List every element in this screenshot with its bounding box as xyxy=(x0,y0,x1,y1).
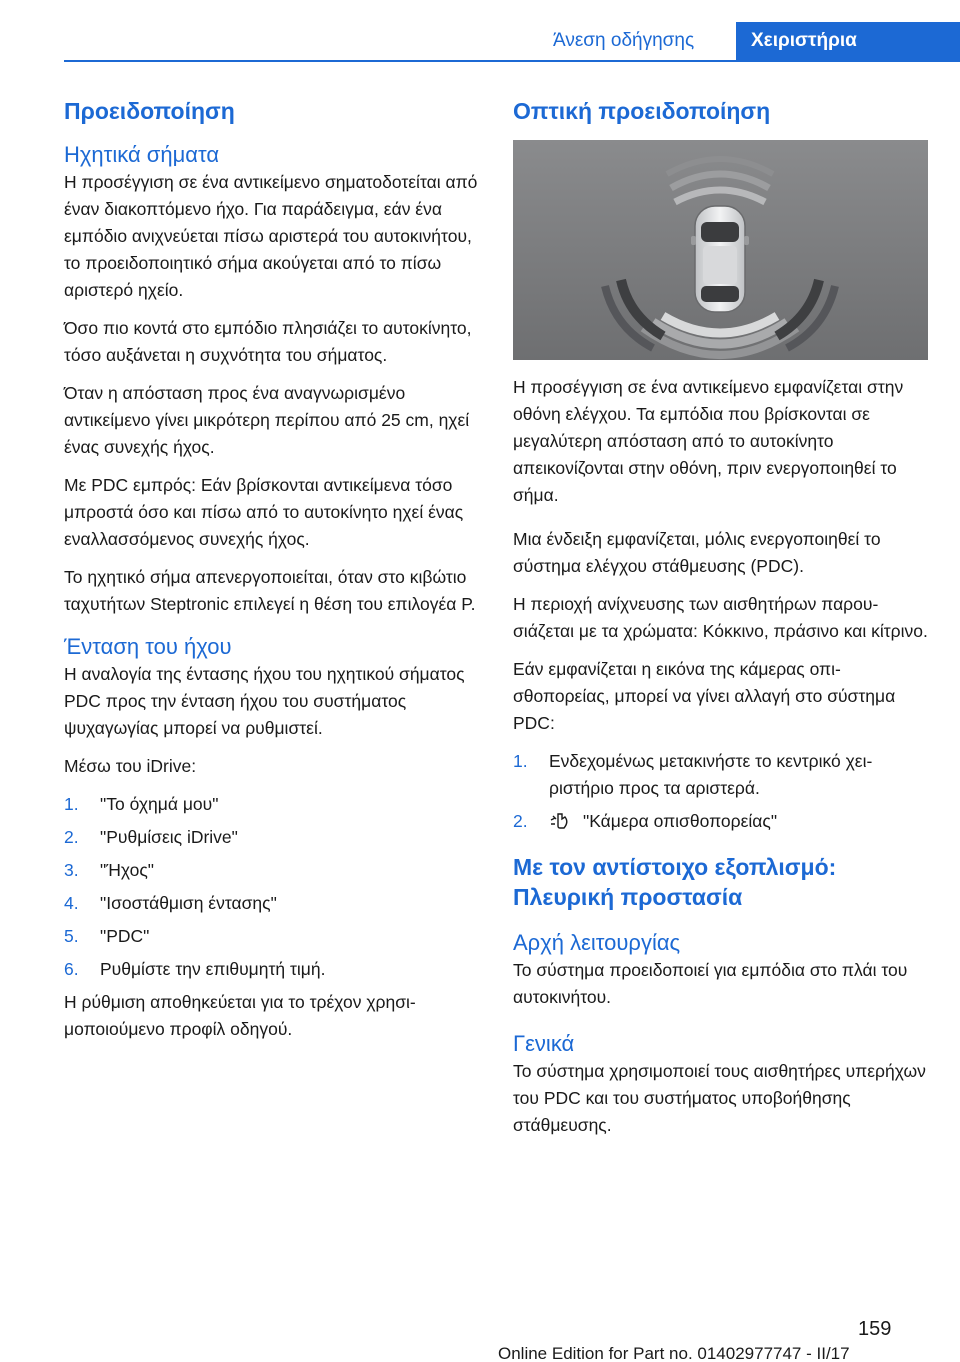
list-item xyxy=(64,791,479,818)
paragraph: Η ρύθμιση αποθηκεύεται για το τρέχον χρησιμοποιούμενο προφίλ οδηγού. xyxy=(64,992,416,1039)
principle-heading: Αρχή λειτουργίας xyxy=(513,930,681,955)
step-number: 1. xyxy=(513,751,528,771)
right-column xyxy=(513,96,928,1150)
paragraph: Το ηχητικό σήμα απενεργοποιείται, όταν στο κιβώτιο ταχυτήτων Steptronic επιλεγεί η θέση του επιλογέα P. xyxy=(64,567,476,614)
step-number: 3. xyxy=(64,860,79,880)
step-number: 6. xyxy=(64,959,79,979)
step-number: 2. xyxy=(513,811,528,831)
list-item xyxy=(64,956,479,983)
warning-heading: Προειδοποίηση xyxy=(64,98,235,124)
step-text: "Ήχος" xyxy=(100,860,154,880)
step-text: Ενδεχομένως μετακινήστε το κεντρικό χειριστήριο προς τα αριστερά. xyxy=(549,751,873,798)
list-item xyxy=(513,748,928,802)
step-number: 4. xyxy=(64,893,79,913)
visual-warning-heading: Οπτική προειδοποίηση xyxy=(513,98,771,124)
page-header xyxy=(0,0,960,62)
header-chapter-tab: Χειριστήρια xyxy=(736,22,960,62)
step-text: "Ισοστάθμιση έντασης" xyxy=(100,893,277,913)
edition-footer: Online Edition for Part no. 01402977747 - II/17 xyxy=(498,1344,850,1362)
step-text: "Κάμερα οπισθοπορείας" xyxy=(583,811,778,831)
car-top-view-icon xyxy=(513,140,928,360)
header-rule xyxy=(64,60,960,62)
acoustic-signals-heading: Ηχητικά σήματα xyxy=(64,142,220,167)
paragraph: Μέσω του iDrive: xyxy=(64,756,197,776)
list-item xyxy=(64,824,479,851)
paragraph: Το σύστημα προειδοποιεί για εμπόδια στο πλάι του αυτοκινήτου. xyxy=(513,960,908,1007)
step-number: 1. xyxy=(64,794,79,814)
step-text: Ρυθμίστε την επιθυμητή τιμή. xyxy=(100,959,326,979)
paragraph: Όσο πιο κοντά στο εμπόδιο πλησιάζει το αυτοκίνητο, τόσο αυξάνεται η συχνότητα του σήματος. xyxy=(64,318,472,365)
list-item xyxy=(64,857,479,884)
pdc-display-illustration xyxy=(513,140,928,360)
step-number: 5. xyxy=(64,926,79,946)
step-text: "Το όχημά μου" xyxy=(100,794,219,814)
paragraph: Με PDC εμπρός: Εάν βρίσκονται αντικείμενα τόσο μπροστά όσο και πίσω από το αυτοκίνητο ηχεί ένας εναλλασσόμενος συνεχής ήχος. xyxy=(64,475,464,549)
page-number: 159 xyxy=(858,1318,892,1340)
paragraph: Όταν η απόσταση προς ένα αναγνωρισμένο αντικείμενο γίνει μικρότερη περίπου από 25 cm, ηχεί ένας συνεχής ήχος. xyxy=(64,383,470,457)
paragraph: Μια ένδειξη εμφανίζεται, μόλις ενεργοποιηθεί το σύστημα ελέγχου στάθμευσης (PDC). xyxy=(513,529,881,576)
paragraph: Η προσέγγιση σε ένα αντικείμενο σηματοδοτείται από έναν διακοπτόμενο ήχο. Για παράδειγμα, εάν ένα εμπόδιο ανιχνεύεται πίσω αριστερά του αυτοκινήτου, το προειδοποιητικό σήμα ακούγεται από το πίσω αριστερό ηχείο. xyxy=(64,172,478,300)
volume-heading: Ένταση του ήχου xyxy=(64,634,232,659)
step-text: "Ρυθμίσεις iDrive" xyxy=(100,827,238,847)
list-item xyxy=(64,923,479,950)
step-text: "PDC" xyxy=(100,926,150,946)
paragraph: Εάν εμφανίζεται η εικόνα της κάμερας οπισθοπορείας, μπορεί να γίνει αλλαγή στο σύστημα PDC: xyxy=(513,659,896,733)
camera-switch-steps-list xyxy=(513,748,928,838)
idrive-steps-list xyxy=(64,791,479,983)
list-item xyxy=(513,808,928,838)
paragraph: Το σύστημα χρησιμοποιεί τους αισθητήρες υπερήχων του PDC και του συστήματος υποβοήθησης στάθμευσης. xyxy=(513,1061,926,1135)
step-number: 2. xyxy=(64,827,79,847)
paragraph: Η προσέγγιση σε ένα αντικείμενο εμφανίζεται στην οθόνη ελέγχου. Τα εμπόδια που βρίσκονται σε μεγαλύτερη απόσταση από το αυτοκίνητο απεικονίζονται στην οθόνη, πριν ενεργοποιηθεί το σήμα. xyxy=(513,377,904,505)
rear-camera-icon xyxy=(549,811,571,838)
paragraph: Η αναλογία της έντασης ήχου του ηχητικού σήματος PDC προς την ένταση ήχου του συστήματος ψυχαγωγίας μπορεί να ρυθμιστεί. xyxy=(64,664,465,738)
side-protection-heading: Με τον αντίστοιχο εξοπλισμό: Πλευρική προστασία xyxy=(513,854,837,910)
left-column xyxy=(64,96,479,1054)
paragraph: Η περιοχή ανίχνευσης των αισθητήρων παρουσιάζεται με τα χρώματα: Κόκκινο, πράσινο και κίτρινο. xyxy=(513,594,928,641)
general-heading: Γενικά xyxy=(513,1031,575,1056)
list-item xyxy=(64,890,479,917)
header-section-title: Άνεση οδήγησης xyxy=(553,30,695,51)
